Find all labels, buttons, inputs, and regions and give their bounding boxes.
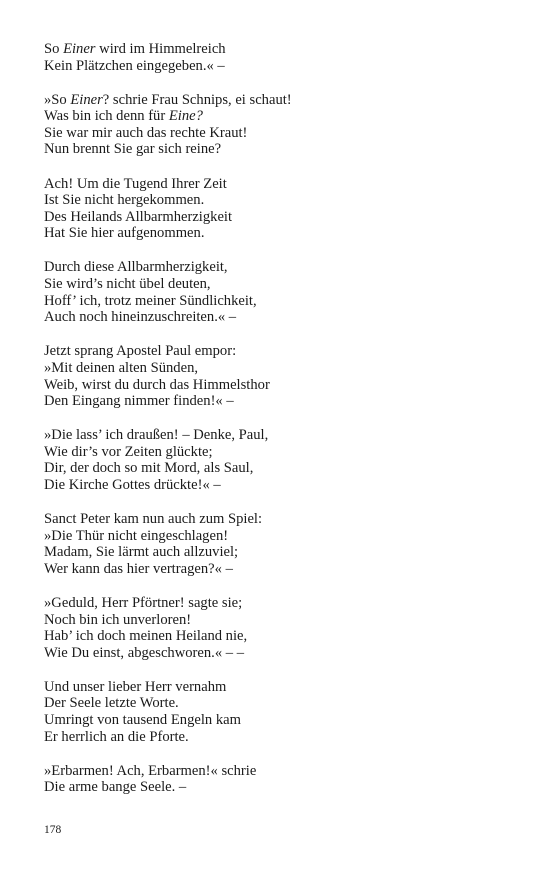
verse-line: »Erbarmen! Ach, Erbarmen!« schrie xyxy=(44,762,257,779)
verse-line: Kein Plätzchen eingegeben.« – xyxy=(44,57,225,74)
verse-line: Die Kirche Gottes drückte!« – xyxy=(44,476,221,493)
emphasized-word: Einer xyxy=(70,91,103,108)
verse-line: Hab’ ich doch meinen Heiland nie, xyxy=(44,628,248,645)
verse-line: Noch bin ich unverloren! xyxy=(44,611,192,628)
verse-line: Dir, der doch so mit Mord, als Saul, xyxy=(44,460,254,477)
verse-line: Was bin ich denn für Eine? xyxy=(44,108,203,125)
verse-line: Hoff’ ich, trotz meiner Sündlichkeit, xyxy=(44,292,257,309)
verse-line: Wie Du einst, abgeschworen.« – – xyxy=(44,644,245,661)
verse-line: »Die Thür nicht eingeschlagen! xyxy=(44,527,229,544)
verse-line: Sie war mir auch das rechte Kraut! xyxy=(44,124,248,141)
stanza xyxy=(44,92,514,158)
verse-line: Sanct Peter kam nun auch zum Spiel: xyxy=(44,511,263,528)
verse-line: Jetzt sprang Apostel Paul empor: xyxy=(44,343,237,360)
verse-line: Wer kann das hier vertragen?« – xyxy=(44,560,233,577)
verse-line: Des Heilands Allbarmherzigkeit xyxy=(44,208,233,225)
verse-line: »Geduld, Herr Pförtner! sagte sie; xyxy=(44,594,243,611)
verse-line: »So Einer? schrie Frau Schnips, ei schaut! xyxy=(44,91,292,108)
verse-line: So Einer wird im Himmelreich xyxy=(44,41,226,57)
verse-line: Madam, Sie lärmt auch allzuviel; xyxy=(44,544,239,561)
verse-line: Wie dir’s vor Zeiten glückte; xyxy=(44,443,213,460)
stanza xyxy=(44,595,514,661)
verse-line: Ach! Um die Tugend Ihrer Zeit xyxy=(44,175,227,192)
stanza xyxy=(44,763,514,796)
verse-line: Weib, wirst du durch das Himmelsthor xyxy=(44,376,270,393)
verse-line: Sie wird’s nicht übel deuten, xyxy=(44,276,211,293)
verse-line: Umringt von tausend Engeln kam xyxy=(44,712,241,728)
verse-line: Die arme bange Seele. – xyxy=(44,779,187,796)
verse-line: Durch diese Allbarmherzigkeit, xyxy=(44,259,228,276)
verse-line: Den Eingang nimmer finden!« – xyxy=(44,393,234,410)
verse-line: Hat Sie hier aufgenommen. xyxy=(44,225,205,242)
verse-line: »Die lass’ ich draußen! – Denke, Paul, xyxy=(44,427,269,444)
poem-body xyxy=(44,41,514,813)
emphasized-word: Einer xyxy=(63,41,96,57)
stanza xyxy=(44,41,514,74)
emphasized-word: Eine? xyxy=(168,108,203,125)
stanza xyxy=(44,427,514,493)
page-number: 178 xyxy=(44,824,62,836)
verse-line: Nun brennt Sie gar sich reine? xyxy=(44,141,222,158)
verse-line: »Mit deinen alten Sünden, xyxy=(44,359,199,376)
stanza xyxy=(44,511,514,577)
verse-line: Auch noch hineinzuschreiten.« – xyxy=(44,309,237,326)
verse-line: Der Seele letzte Worte. xyxy=(44,695,179,712)
stanza xyxy=(44,176,514,242)
verse-line: Und unser lieber Herr vernahm xyxy=(44,678,227,695)
stanza xyxy=(44,679,514,745)
stanza xyxy=(44,259,514,325)
stanza xyxy=(44,343,514,409)
verse-line: Er herrlich an die Pforte. xyxy=(44,728,189,745)
verse-line: Ist Sie nicht hergekommen. xyxy=(44,192,205,209)
